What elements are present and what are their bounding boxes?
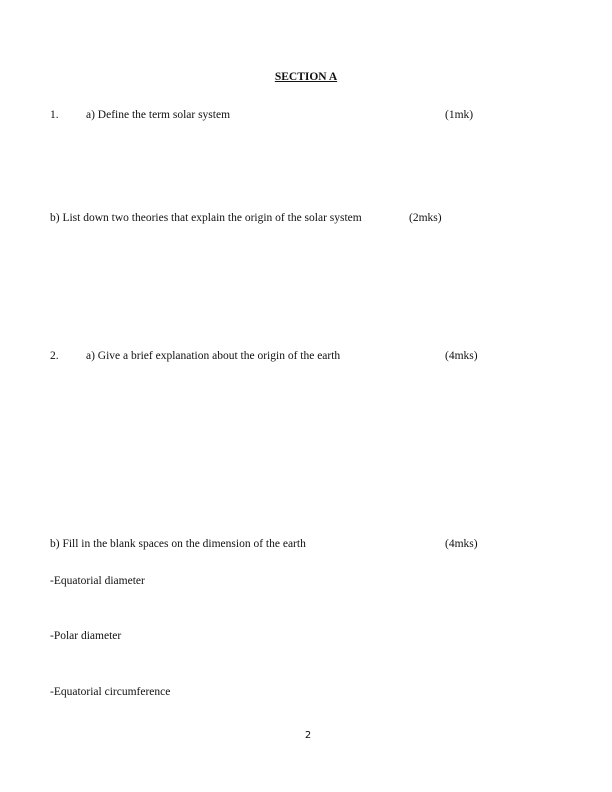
question-2b-text: b) Fill in the blank spaces on the dimension of the earth — [50, 538, 306, 550]
question-2-number: 2. — [50, 350, 59, 362]
question-2b-marks: (4mks) — [445, 538, 478, 550]
question-2a-marks: (4mks) — [445, 350, 478, 362]
dimension-item: -Polar diameter — [50, 630, 122, 642]
question-2a-text: a) Give a brief explanation about the origin of the earth — [86, 350, 341, 362]
question-1b-text: b) List down two theories that explain the origin of the solar system — [50, 212, 362, 224]
dimension-item: -Equatorial diameter — [50, 575, 145, 587]
question-1a-marks: (1mk) — [445, 109, 474, 121]
page-number: 2 — [304, 730, 312, 741]
section-title: SECTION A — [274, 71, 338, 83]
question-1-number: 1. — [50, 109, 59, 121]
question-1a-text: a) Define the term solar system — [86, 109, 231, 121]
dimension-item: -Equatorial circumference — [50, 686, 171, 698]
question-1b-marks: (2mks) — [409, 212, 442, 224]
